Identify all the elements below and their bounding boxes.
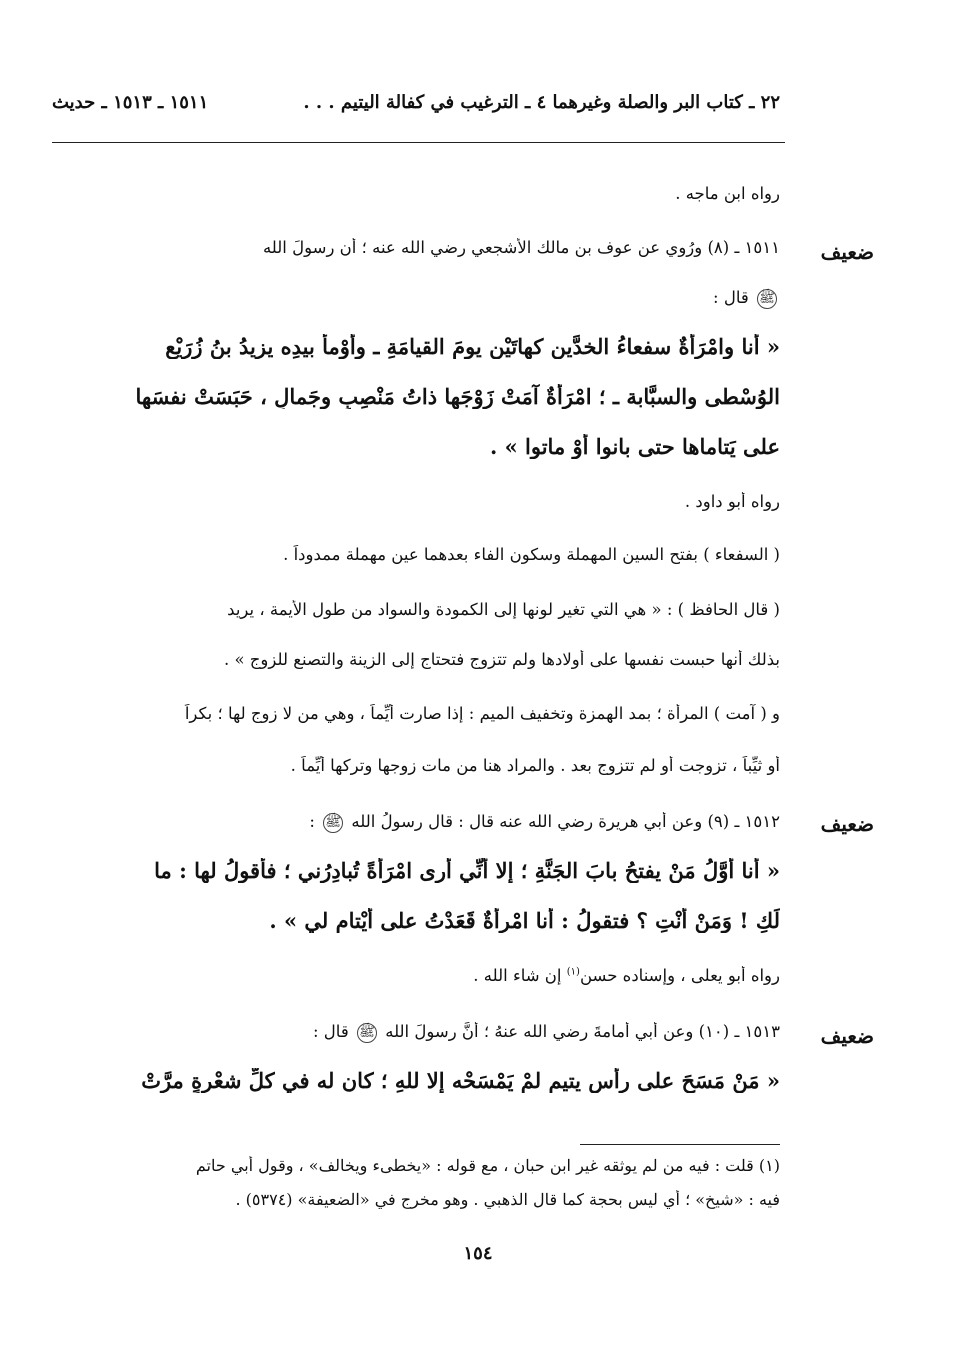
hadith-1512-source xyxy=(52,966,780,985)
hadith-1512-source-end: إن شاء الله . xyxy=(473,966,562,985)
hadith-1512-text-line-2: لَكِ ! وَمَنْ أنْتِ ؟ فتقولُ : أنا امْرأَةٌ قَعَدْتُ على أيْتامٍ لي » . xyxy=(269,908,780,933)
hadith-1513-heading-text: ١٥١٣ ـ (١٠) وعن أبي أُمامةَ رضي الله عنهُ ؛ أنَّ رسولَ الله xyxy=(385,1022,780,1041)
hadith-1512-heading-text: ١٥١٢ ـ (٩) وعن أبي هريرة رضي الله عنه قال : قال رسولُ الله xyxy=(351,812,780,831)
running-header-range: ١٥١١ ـ ١٥١٣ ـ حديث xyxy=(52,92,209,113)
header-divider xyxy=(52,142,785,143)
footnote-ref[interactable]: (١) xyxy=(566,966,580,978)
hadith-1511-note-2a: ( قال الحافظ ) : « هي التي تغير لونها إلى الكمودة والسواد من طول الأيمة ، يريد xyxy=(227,600,780,619)
hadith-1511-text-line-3: على يَتاماها حتى بانوا أوْ ماتوا » . xyxy=(489,434,780,459)
salutation-symbol: ﷺ xyxy=(323,813,343,833)
grade-1513: ضعيف xyxy=(820,1024,874,1048)
hadith-1511-heading-cont xyxy=(52,288,780,309)
salutation-symbol: ﷺ xyxy=(757,289,777,309)
hadith-1512-source-text: رواه أبو يعلى ، وإسناده حسن xyxy=(579,966,780,985)
footnote-line-1: (١) قلت : فيه من لم يوثقه غير ابن حبان ، مع قوله : «يخطىء ويخالف» ، وقول أبي حاتم xyxy=(195,1156,780,1175)
hadith-1512-text-line-1: « أنا أوَّلُ مَنْ يفتحُ بابَ الجَنَّةِ ؛ إلا أنِّي أرى امْرَأَةً تُبادِرُني ؛ فأقولُ لها : ما xyxy=(154,858,780,883)
hadith-1511-note-3b: أو ثيِّباً ، تزوجت أو لم تتزوج بعد . والمراد هنا من مات زوجها وتركها أيِّماً . xyxy=(290,756,780,775)
page-number: ١٥٤ xyxy=(463,1243,493,1264)
grade-1511: ضعيف xyxy=(820,240,874,264)
hadith-1511-note-3a: و ( آمت ) المرأة ؛ بمد الهمزة وتخفيف الميم : إذا صارت أيِّماً ، وهي من لا زوج لها ؛ بكراً xyxy=(184,704,780,723)
hadith-1512-heading xyxy=(52,812,780,833)
footnote-line-2: فيه : «شيخ» ؛ أي ليس بحجة كما قال الذهبي . وهو مخرج في «الضعيفة» (٥٣٧٤) . xyxy=(235,1190,780,1209)
footnote-divider xyxy=(580,1144,780,1145)
hadith-1511-heading-text: ١٥١١ ـ (٨) ورُوي عن عوف بن مالك الأشجعي رضي الله عنه ؛ أن رسولَ الله xyxy=(262,238,780,257)
hadith-1511-note-2b: بذلك أنها حبست نفسها على أولادها ولم تتزوج فتحتاج إلى الزينة والتصنع للزوج » . xyxy=(223,650,780,669)
hadith-1511-said: قال : xyxy=(713,288,749,307)
hadith-1511-heading xyxy=(52,238,780,257)
hadith-1511-text-line-2: الوُسْطى والسبَّابة ـ ؛ امْرَأَةٌ آمَتْ زَوْجَها ذاتُ مَنْصِبٍ وجَمالٍ ، حَبَسَتْ نفسَها xyxy=(135,384,780,409)
hadith-1512-heading-colon: : xyxy=(309,812,315,831)
hadith-1513-text-line-1: « مَنْ مَسَحَ على رأسِ يتيمٍ لمْ يَمْسَحْه إلا للهِ ؛ كان له في كلِّ شعْرةٍ مرَّتْ xyxy=(141,1068,780,1093)
hadith-1511-source: رواه أبو داود . xyxy=(684,492,780,511)
running-header-title: ٢٢ ـ كتاب البر والصلة وغيرهما ٤ ـ الترغيب في كفالة اليتيم . . . xyxy=(303,92,780,113)
hadith-1513-heading xyxy=(52,1022,780,1043)
salutation-symbol: ﷺ xyxy=(357,1023,377,1043)
hadith-1511-note-1: ( السفعاء ) بفتح السين المهملة وسكون الفاء بعدهما عين مهملة ممدوداً . xyxy=(283,545,780,564)
hadith-1511-text-line-1: « أنا وامْرَأَةٌ سفعاءُ الخدَّينِ كهاتَيْن يومَ القيامَةِ ـ وأَوْمأَ بيدِه يزيدُ بنُ زُرَيْع xyxy=(165,334,780,359)
running-header xyxy=(52,92,780,126)
intro-source: رواه ابن ماجه . xyxy=(675,184,780,203)
hadith-1513-heading-said: قال : xyxy=(313,1022,349,1041)
grade-1512: ضعيف xyxy=(820,812,874,836)
